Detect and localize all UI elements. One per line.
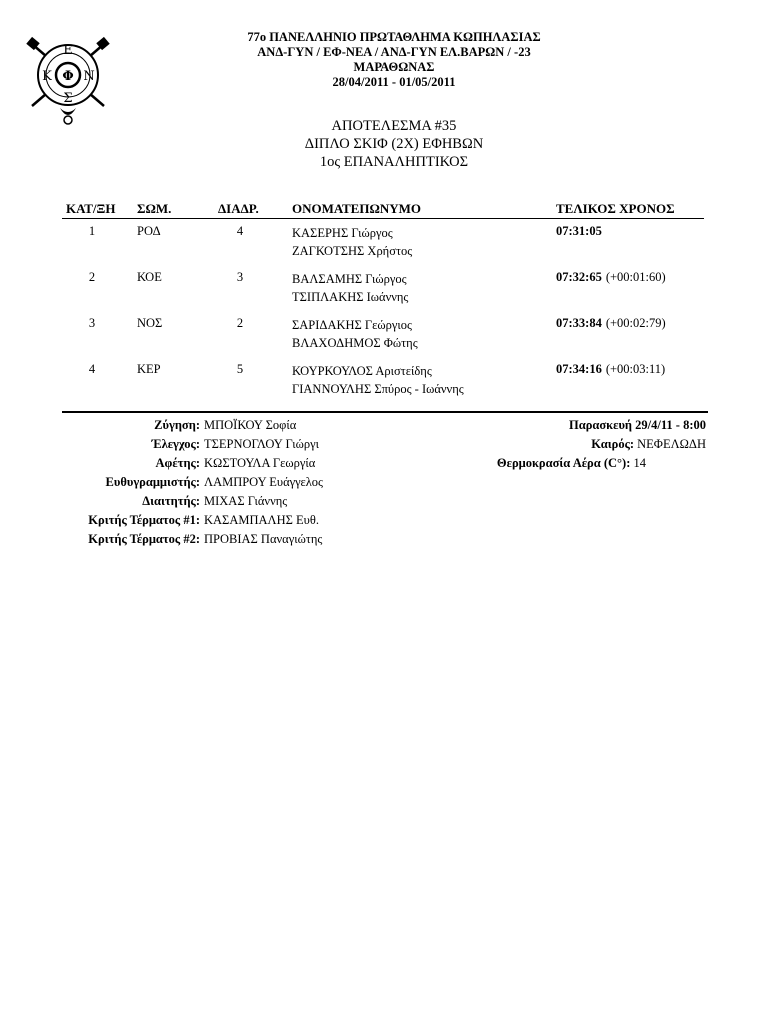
athlete-name: ΣΑΡΙΔΑΚΗΣ Γεώργιος — [292, 318, 412, 332]
official-row — [0, 456, 400, 475]
official-name: ΚΑΣΑΜΠΑΛΗΣ Ευθ. — [204, 513, 319, 527]
official-name: ΚΩΣΤΟΥΛΑ Γεωργία — [204, 456, 316, 470]
athlete-name: ΤΣΙΠΛΑΚΗΣ Ιωάννης — [292, 290, 409, 304]
time-difference: (+00:03:11) — [605, 362, 666, 376]
svg-text:Ν: Ν — [83, 69, 95, 84]
official-row — [0, 475, 400, 494]
rank-cell: 3 — [88, 316, 96, 330]
table-row — [0, 357, 768, 403]
time-difference: (+00:02:79) — [605, 316, 666, 330]
official-name: ΤΣΕΡΝΟΓΛΟΥ Γιώργι — [204, 437, 319, 451]
result-title — [150, 117, 638, 171]
official-role: Κριτής Τέρματος #1: — [88, 513, 200, 527]
official-name: ΜΠΟΪΚΟΥ Σοφία — [204, 418, 297, 432]
race-phase: 1ος ΕΠΑΝΑΛΗΠΤΙΚΟΣ — [319, 154, 469, 170]
official-role: Αφέτης: — [155, 456, 200, 470]
club-cell: ΚΕΡ — [137, 362, 161, 376]
svg-text:Φ: Φ — [62, 69, 74, 84]
result-number: ΑΠΟΤΕΛΕΣΜΑ #35 — [331, 118, 457, 134]
athlete-name: ΒΛΑΧΟΔΗΜΟΣ Φώτης — [292, 336, 418, 350]
time-cell — [556, 224, 606, 239]
column-header-time: ΤΕΛΙΚΟΣ ΧΡΟΝΟΣ — [556, 201, 675, 216]
final-time: 07:34:16 — [556, 362, 602, 376]
official-row — [0, 513, 400, 532]
final-time: 07:31:05 — [556, 224, 602, 238]
names-cell — [292, 362, 464, 398]
official-row — [0, 532, 400, 551]
names-cell — [292, 270, 408, 306]
table-row — [0, 265, 768, 311]
time-cell — [556, 316, 666, 331]
temperature-label: Θερμοκρασία Αέρα (C°): — [496, 456, 631, 470]
lane-cell: 4 — [236, 224, 244, 238]
club-cell: ΝΟΣ — [137, 316, 163, 330]
athlete-name: ΚΑΣΕΡΗΣ Γιώργος — [292, 226, 393, 240]
official-name: ΛΑΜΠΡΟΥ Ευάγγελος — [204, 475, 323, 489]
weather-value: ΝΕΦΕΛΩΔΗ — [637, 437, 706, 451]
time-cell — [556, 362, 665, 377]
table-row — [0, 219, 768, 265]
athlete-name: ΒΑΛΣΑΜΗΣ Γιώργος — [292, 272, 407, 286]
federation-logo-icon — [26, 36, 110, 128]
official-role: Κριτής Τέρματος #2: — [88, 532, 200, 546]
header-line: ΜΑΡΑΘΩΝΑΣ — [353, 60, 435, 74]
header-line: 28/04/2011 - 01/05/2011 — [332, 75, 456, 89]
athlete-name: ΖΑΓΚΟΤΣΗΣ Χρήστος — [292, 244, 413, 258]
official-row — [0, 494, 400, 513]
svg-text:Σ: Σ — [63, 91, 73, 106]
results-divider — [62, 411, 708, 413]
header-line: ΑΝΔ-ΓΥΝ / ΕΦ-ΝΕΑ / ΑΝΔ-ΓΥΝ ΕΛ.ΒΑΡΩΝ / -23 — [257, 45, 531, 59]
temperature-line — [497, 456, 646, 471]
column-header-club: ΣΩΜ. — [137, 201, 172, 216]
names-cell — [292, 224, 412, 260]
athlete-name: ΓΙΑΝΝΟΥΛΗΣ Σπύρος - Ιωάννης — [292, 382, 464, 396]
final-time: 07:33:84 — [556, 316, 602, 330]
header-line: 77ο ΠΑΝΕΛΛΗΝΙΟ ΠΡΩΤΑΘΛΗΜΑ ΚΩΠΗΛΑΣΙΑΣ — [247, 30, 541, 44]
race-date-time: Παρασκευή 29/4/11 - 8:00 — [569, 418, 706, 432]
rank-cell: 2 — [88, 270, 96, 284]
rank-cell: 1 — [88, 224, 96, 238]
official-row — [0, 418, 400, 437]
column-header-rank: ΚΑΤ/ΞΗ — [66, 201, 116, 216]
final-time: 07:32:65 — [556, 270, 602, 284]
official-role: Διαιτητής: — [142, 494, 200, 508]
club-cell: ΚΟΕ — [137, 270, 162, 284]
official-name: ΠΡΟΒΙΑΣ Παναγιώτης — [204, 532, 323, 546]
weather-label: Καιρός: — [591, 437, 635, 451]
official-role: Έλεγχος: — [151, 437, 200, 451]
event-name: ΔΙΠΛΟ ΣΚΙΦ (2Χ) ΕΦΗΒΩΝ — [304, 136, 484, 152]
athlete-name: ΚΟΥΡΚΟΥΛΟΣ Αριστείδης — [292, 364, 432, 378]
lane-cell: 2 — [236, 316, 244, 330]
names-cell — [292, 316, 418, 352]
temperature-value: 14 — [633, 456, 646, 470]
column-header-lane: ΔΙΑΔΡ. — [218, 201, 259, 216]
lane-cell: 3 — [236, 270, 244, 284]
column-header-name: ΟΝΟΜΑΤΕΠΩΝΥΜΟ — [292, 201, 422, 216]
svg-text:Κ: Κ — [42, 69, 52, 84]
time-cell — [556, 270, 666, 285]
official-row — [0, 437, 400, 456]
weather-line — [591, 437, 706, 452]
official-role: Ευθυγραμμιστής: — [105, 475, 200, 489]
table-row — [0, 311, 768, 357]
official-role: Ζύγηση: — [154, 418, 200, 432]
svg-text:Ε: Ε — [63, 43, 73, 58]
rank-cell: 4 — [88, 362, 96, 376]
lane-cell: 5 — [236, 362, 244, 376]
time-difference: (+00:01:60) — [605, 270, 666, 284]
club-cell: ΡΟΔ — [137, 224, 161, 238]
championship-header — [150, 30, 638, 90]
official-name: ΜΙΧΑΣ Γιάννης — [204, 494, 288, 508]
